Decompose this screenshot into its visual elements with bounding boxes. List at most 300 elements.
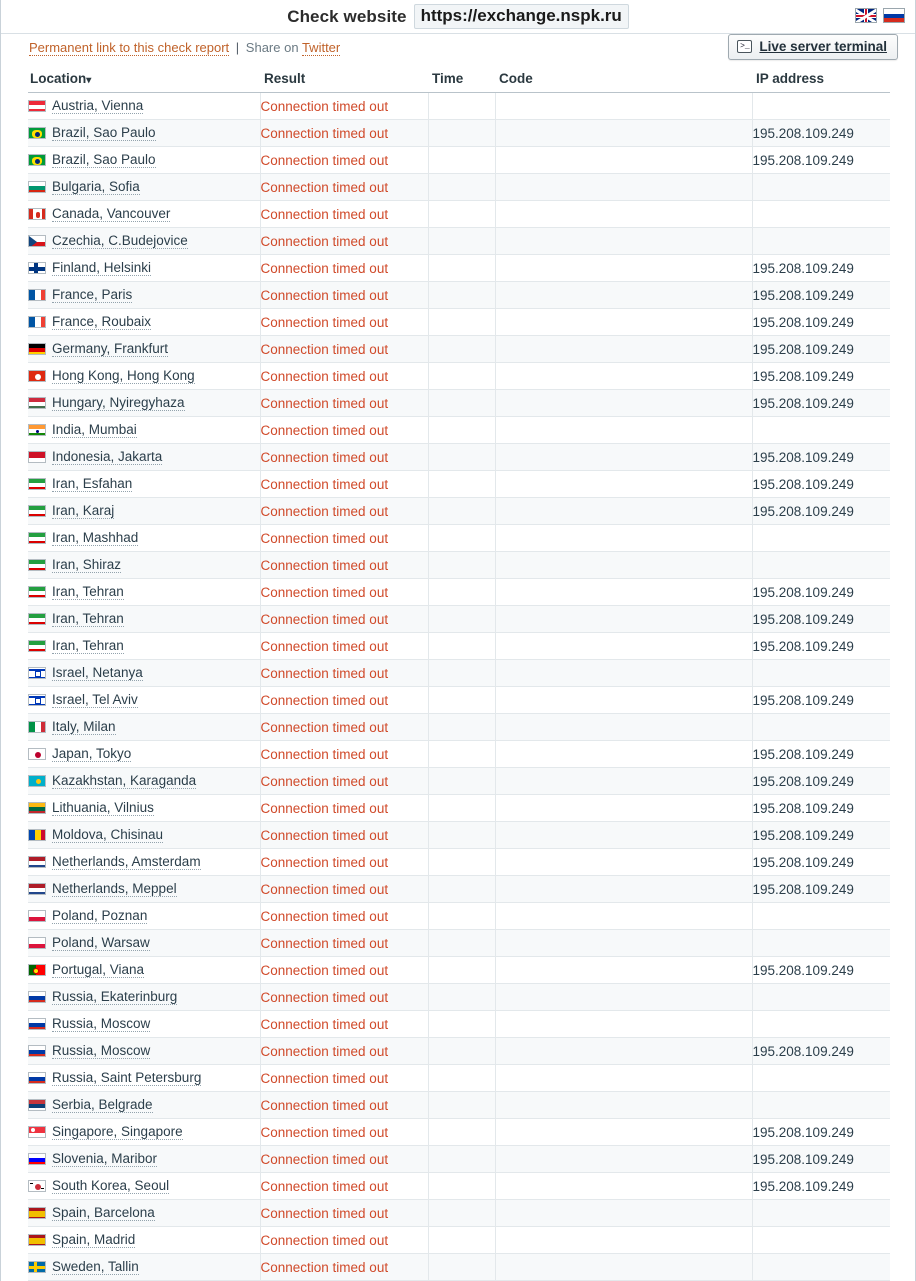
cell-time — [428, 822, 495, 849]
table-row — [28, 147, 890, 174]
location-name[interactable]: Japan, Tokyo — [52, 746, 132, 761]
location-name[interactable]: Iran, Mashhad — [52, 530, 139, 545]
table-row — [28, 93, 890, 120]
cell-ip-address: 195.208.109.249 — [752, 336, 890, 363]
cell-result: Connection timed out — [260, 282, 428, 309]
cell-code — [495, 552, 752, 579]
location-name[interactable]: Netherlands, Amsterdam — [52, 854, 201, 869]
cell-location — [28, 147, 260, 174]
cell-location — [28, 714, 260, 741]
cell-ip-address: 195.208.109.249 — [752, 795, 890, 822]
page-title: Check website — [287, 6, 407, 26]
location-name[interactable]: India, Mumbai — [52, 422, 137, 437]
location-name[interactable]: Indonesia, Jakarta — [52, 449, 163, 464]
cell-time — [428, 147, 495, 174]
cell-time — [428, 579, 495, 606]
cell-location — [28, 363, 260, 390]
cell-result: Connection timed out — [260, 768, 428, 795]
cell-time — [428, 795, 495, 822]
cell-location — [28, 1038, 260, 1065]
cell-code — [495, 795, 752, 822]
cell-time — [428, 498, 495, 525]
location-name[interactable]: Netherlands, Meppel — [52, 881, 177, 896]
cell-time — [428, 1038, 495, 1065]
results-table-head — [28, 68, 890, 93]
cell-result: Connection timed out — [260, 1011, 428, 1038]
cell-ip-address: 195.208.109.249 — [752, 606, 890, 633]
cell-time — [428, 1173, 495, 1200]
cell-time — [428, 903, 495, 930]
cell-result: Connection timed out — [260, 444, 428, 471]
cell-code — [495, 1254, 752, 1281]
cell-location — [28, 957, 260, 984]
cell-code — [495, 471, 752, 498]
iran-flag-icon — [28, 586, 46, 598]
cell-ip-address — [752, 1065, 890, 1092]
table-row — [28, 1146, 890, 1173]
table-row — [28, 525, 890, 552]
cell-code — [495, 1119, 752, 1146]
cell-result: Connection timed out — [260, 174, 428, 201]
cell-code — [495, 876, 752, 903]
cell-result: Connection timed out — [260, 147, 428, 174]
cell-location — [28, 1119, 260, 1146]
table-row — [28, 120, 890, 147]
location-name[interactable]: Iran, Shiraz — [52, 557, 122, 572]
cell-time — [428, 228, 495, 255]
cell-code — [495, 1173, 752, 1200]
cell-code — [495, 1038, 752, 1065]
cell-time — [428, 1254, 495, 1281]
live-server-terminal-label: Live server terminal — [759, 39, 887, 54]
hungary-flag-icon — [28, 397, 46, 409]
spain-flag-icon — [28, 1207, 46, 1219]
cell-result: Connection timed out — [260, 201, 428, 228]
cell-location — [28, 255, 260, 282]
location-name[interactable]: Sweden, Tallin — [52, 1259, 139, 1274]
share-label: Share on — [245, 40, 299, 55]
uk-flag-icon[interactable] — [855, 8, 877, 23]
france-flag-icon — [28, 289, 46, 301]
sort-caret-icon: ▾ — [86, 75, 92, 86]
location-name[interactable]: Russia, Saint Petersburg — [52, 1070, 202, 1085]
cell-result: Connection timed out — [260, 363, 428, 390]
singapore-flag-icon — [28, 1126, 46, 1138]
hongkong-flag-icon — [28, 370, 46, 382]
location-name[interactable]: Iran, Tehran — [52, 611, 124, 626]
cell-location — [28, 525, 260, 552]
cell-result: Connection timed out — [260, 1065, 428, 1092]
table-row — [28, 174, 890, 201]
table-row — [28, 660, 890, 687]
cell-time — [428, 660, 495, 687]
cell-ip-address: 195.208.109.249 — [752, 849, 890, 876]
table-row — [28, 336, 890, 363]
cell-ip-address: 195.208.109.249 — [752, 687, 890, 714]
cell-time — [428, 849, 495, 876]
location-name[interactable]: Finland, Helsinki — [52, 260, 152, 275]
cell-code — [495, 957, 752, 984]
column-header-code[interactable]: Code — [495, 68, 752, 93]
cell-location — [28, 1173, 260, 1200]
cell-time — [428, 309, 495, 336]
cell-location — [28, 471, 260, 498]
cell-ip-address: 195.208.109.249 — [752, 957, 890, 984]
cell-location — [28, 822, 260, 849]
cell-location — [28, 579, 260, 606]
cell-time — [428, 633, 495, 660]
cell-ip-address — [752, 174, 890, 201]
cell-ip-address: 195.208.109.249 — [752, 768, 890, 795]
cell-time — [428, 957, 495, 984]
cell-time — [428, 1011, 495, 1038]
cell-ip-address — [752, 201, 890, 228]
cell-time — [428, 174, 495, 201]
table-row — [28, 876, 890, 903]
table-row — [28, 903, 890, 930]
spain-flag-icon — [28, 1234, 46, 1246]
cell-location — [28, 930, 260, 957]
table-row — [28, 579, 890, 606]
cell-result: Connection timed out — [260, 93, 428, 120]
russia-flag-icon[interactable] — [883, 8, 905, 23]
cell-time — [428, 201, 495, 228]
cell-result: Connection timed out — [260, 984, 428, 1011]
location-name[interactable]: Czechia, C.Budejovice — [52, 233, 188, 248]
cell-time — [428, 390, 495, 417]
cell-time — [428, 282, 495, 309]
location-name[interactable]: Portugal, Viana — [52, 962, 145, 977]
cell-result: Connection timed out — [260, 795, 428, 822]
cell-result: Connection timed out — [260, 741, 428, 768]
cell-ip-address — [752, 228, 890, 255]
cell-ip-address: 195.208.109.249 — [752, 1119, 890, 1146]
location-name[interactable]: Israel, Netanya — [52, 665, 143, 680]
cell-code — [495, 579, 752, 606]
poland-flag-icon — [28, 937, 46, 949]
column-header-location-label: Location — [30, 71, 87, 86]
cell-code — [495, 201, 752, 228]
cell-time — [428, 1200, 495, 1227]
cell-location — [28, 1065, 260, 1092]
location-name[interactable]: Germany, Frankfurt — [52, 341, 169, 356]
cell-ip-address: 195.208.109.249 — [752, 579, 890, 606]
location-name[interactable]: Russia, Ekaterinburg — [52, 989, 178, 1004]
table-row — [28, 984, 890, 1011]
cell-time — [428, 120, 495, 147]
cell-result: Connection timed out — [260, 1200, 428, 1227]
report-subbar — [1, 34, 915, 64]
location-name[interactable]: Iran, Esfahan — [52, 476, 133, 491]
cell-time — [428, 1092, 495, 1119]
language-flags[interactable] — [855, 8, 905, 23]
cell-time — [428, 93, 495, 120]
cell-code — [495, 687, 752, 714]
cell-result: Connection timed out — [260, 1254, 428, 1281]
cell-location — [28, 444, 260, 471]
table-row — [28, 822, 890, 849]
location-name[interactable]: Kazakhstan, Karaganda — [52, 773, 197, 788]
cell-code — [495, 660, 752, 687]
cell-location — [28, 1227, 260, 1254]
cell-result: Connection timed out — [260, 903, 428, 930]
live-server-terminal-button[interactable] — [728, 34, 898, 60]
cell-code — [495, 93, 752, 120]
cell-location — [28, 633, 260, 660]
cell-ip-address: 195.208.109.249 — [752, 471, 890, 498]
cell-ip-address: 195.208.109.249 — [752, 120, 890, 147]
cell-time — [428, 876, 495, 903]
cell-ip-address — [752, 525, 890, 552]
table-row — [28, 1092, 890, 1119]
canada-flag-icon — [28, 208, 46, 220]
location-name[interactable]: Canada, Vancouver — [52, 206, 171, 221]
slovenia-flag-icon — [28, 1153, 46, 1165]
cell-ip-address — [752, 660, 890, 687]
cell-location — [28, 687, 260, 714]
cell-location — [28, 660, 260, 687]
italy-flag-icon — [28, 721, 46, 733]
location-name[interactable]: Spain, Barcelona — [52, 1205, 155, 1220]
cell-ip-address — [752, 417, 890, 444]
cell-ip-address — [752, 1227, 890, 1254]
table-header-row — [28, 68, 890, 93]
cell-result: Connection timed out — [260, 255, 428, 282]
table-row — [28, 1254, 890, 1281]
cell-code — [495, 849, 752, 876]
cell-code — [495, 1146, 752, 1173]
cell-code — [495, 498, 752, 525]
location-name[interactable]: Italy, Milan — [52, 719, 116, 734]
location-name[interactable]: Lithuania, Vilnius — [52, 800, 154, 815]
cell-time — [428, 714, 495, 741]
cell-location — [28, 903, 260, 930]
southkorea-flag-icon — [28, 1180, 46, 1192]
cell-location — [28, 417, 260, 444]
location-name[interactable]: Iran, Tehran — [52, 584, 124, 599]
table-row — [28, 471, 890, 498]
moldova-flag-icon — [28, 829, 46, 841]
share-twitter-link[interactable]: Twitter — [301, 40, 341, 55]
cell-result: Connection timed out — [260, 957, 428, 984]
cell-time — [428, 552, 495, 579]
cell-time — [428, 336, 495, 363]
cell-time — [428, 1227, 495, 1254]
cell-ip-address: 195.208.109.249 — [752, 633, 890, 660]
cell-ip-address: 195.208.109.249 — [752, 1038, 890, 1065]
results-table — [28, 68, 890, 1281]
cell-result: Connection timed out — [260, 498, 428, 525]
poland-flag-icon — [28, 910, 46, 922]
location-name[interactable]: France, Roubaix — [52, 314, 152, 329]
iran-flag-icon — [28, 640, 46, 652]
table-row — [28, 606, 890, 633]
brazil-flag-icon — [28, 154, 46, 166]
iran-flag-icon — [28, 478, 46, 490]
cell-location — [28, 768, 260, 795]
terminal-icon: >_ — [737, 40, 752, 53]
table-row — [28, 390, 890, 417]
table-row — [28, 1065, 890, 1092]
cell-time — [428, 444, 495, 471]
cell-result: Connection timed out — [260, 849, 428, 876]
cell-result: Connection timed out — [260, 228, 428, 255]
location-name[interactable]: France, Paris — [52, 287, 133, 302]
cell-ip-address: 195.208.109.249 — [752, 309, 890, 336]
table-row — [28, 282, 890, 309]
iran-flag-icon — [28, 505, 46, 517]
iran-flag-icon — [28, 532, 46, 544]
location-name[interactable]: Iran, Karaj — [52, 503, 115, 518]
finland-flag-icon — [28, 262, 46, 274]
table-row — [28, 741, 890, 768]
location-name[interactable]: Russia, Moscow — [52, 1016, 151, 1031]
location-name[interactable]: Poland, Warsaw — [52, 935, 150, 950]
column-header-time[interactable]: Time — [428, 68, 495, 93]
cell-code — [495, 822, 752, 849]
location-name[interactable]: Hong Kong, Hong Kong — [52, 368, 195, 383]
cell-time — [428, 930, 495, 957]
cell-code — [495, 930, 752, 957]
cell-code — [495, 1011, 752, 1038]
cell-code — [495, 363, 752, 390]
table-row — [28, 552, 890, 579]
table-row — [28, 1011, 890, 1038]
cell-code — [495, 1200, 752, 1227]
netherlands-flag-icon — [28, 856, 46, 868]
cell-code — [495, 768, 752, 795]
cell-result: Connection timed out — [260, 309, 428, 336]
cell-ip-address: 195.208.109.249 — [752, 147, 890, 174]
cell-ip-address — [752, 1200, 890, 1227]
cell-ip-address: 195.208.109.249 — [752, 363, 890, 390]
cell-location — [28, 201, 260, 228]
cell-time — [428, 471, 495, 498]
cell-time — [428, 768, 495, 795]
cell-result: Connection timed out — [260, 1119, 428, 1146]
table-row — [28, 363, 890, 390]
location-name[interactable]: Russia, Moscow — [52, 1043, 151, 1058]
israel-flag-icon — [28, 667, 46, 679]
germany-flag-icon — [28, 343, 46, 355]
location-name[interactable]: Spain, Madrid — [52, 1232, 136, 1247]
cell-ip-address — [752, 1011, 890, 1038]
cell-location — [28, 120, 260, 147]
netherlands-flag-icon — [28, 883, 46, 895]
location-name[interactable]: Austria, Vienna — [52, 98, 144, 113]
cell-result: Connection timed out — [260, 579, 428, 606]
cell-ip-address — [752, 984, 890, 1011]
kazakhstan-flag-icon — [28, 775, 46, 787]
cell-result: Connection timed out — [260, 525, 428, 552]
israel-flag-icon — [28, 694, 46, 706]
cell-code — [495, 525, 752, 552]
iran-flag-icon — [28, 613, 46, 625]
column-header-location[interactable] — [28, 68, 260, 93]
cell-ip-address: 195.208.109.249 — [752, 1146, 890, 1173]
cell-code — [495, 147, 752, 174]
cell-code — [495, 174, 752, 201]
cell-code — [495, 1227, 752, 1254]
cell-ip-address: 195.208.109.249 — [752, 498, 890, 525]
location-name[interactable]: Bulgaria, Sofia — [52, 179, 140, 194]
cell-code — [495, 255, 752, 282]
cell-ip-address: 195.208.109.249 — [752, 876, 890, 903]
brazil-flag-icon — [28, 127, 46, 139]
checked-url: https://exchange.nspk.ru — [414, 4, 629, 29]
cell-code — [495, 417, 752, 444]
table-row — [28, 687, 890, 714]
cell-location — [28, 228, 260, 255]
location-name[interactable]: Moldova, Chisinau — [52, 827, 164, 842]
cell-code — [495, 120, 752, 147]
cell-location — [28, 1254, 260, 1281]
location-name[interactable]: Slovenia, Maribor — [52, 1151, 158, 1166]
location-name[interactable]: Brazil, Sao Paulo — [52, 125, 156, 140]
cell-result: Connection timed out — [260, 1038, 428, 1065]
cell-ip-address: 195.208.109.249 — [752, 282, 890, 309]
table-row — [28, 714, 890, 741]
cell-ip-address — [752, 930, 890, 957]
location-name[interactable]: Poland, Poznan — [52, 908, 148, 923]
cell-location — [28, 93, 260, 120]
table-row — [28, 930, 890, 957]
cell-code — [495, 228, 752, 255]
cell-location — [28, 1146, 260, 1173]
location-name[interactable]: Israel, Tel Aviv — [52, 692, 138, 707]
cell-code — [495, 444, 752, 471]
cell-result: Connection timed out — [260, 930, 428, 957]
portugal-flag-icon — [28, 964, 46, 976]
column-header-ip-address[interactable]: IP address — [752, 68, 890, 93]
location-name[interactable]: South Korea, Seoul — [52, 1178, 170, 1193]
location-name[interactable]: Iran, Tehran — [52, 638, 124, 653]
table-row — [28, 255, 890, 282]
cell-time — [428, 984, 495, 1011]
cell-result: Connection timed out — [260, 1227, 428, 1254]
cell-result: Connection timed out — [260, 687, 428, 714]
cell-code — [495, 282, 752, 309]
table-row — [28, 201, 890, 228]
cell-code — [495, 984, 752, 1011]
lithuania-flag-icon — [28, 802, 46, 814]
cell-location — [28, 1092, 260, 1119]
cell-code — [495, 1065, 752, 1092]
serbia-flag-icon — [28, 1099, 46, 1111]
cell-code — [495, 741, 752, 768]
cell-location — [28, 984, 260, 1011]
subbar-separator: | — [235, 40, 240, 55]
cell-result: Connection timed out — [260, 471, 428, 498]
cell-location — [28, 498, 260, 525]
permanent-link[interactable]: Permanent link to this check report — [29, 40, 230, 55]
location-name[interactable]: Brazil, Sao Paulo — [52, 152, 156, 167]
cell-location — [28, 606, 260, 633]
cell-code — [495, 903, 752, 930]
indonesia-flag-icon — [28, 451, 46, 463]
cell-result: Connection timed out — [260, 1092, 428, 1119]
cell-result: Connection timed out — [260, 417, 428, 444]
table-row — [28, 1173, 890, 1200]
cell-result: Connection timed out — [260, 606, 428, 633]
cell-location — [28, 282, 260, 309]
table-row — [28, 1200, 890, 1227]
column-header-result[interactable]: Result — [260, 68, 428, 93]
location-name[interactable]: Serbia, Belgrade — [52, 1097, 153, 1112]
cell-result: Connection timed out — [260, 336, 428, 363]
location-name[interactable]: Hungary, Nyiregyhaza — [52, 395, 185, 410]
location-name[interactable]: Singapore, Singapore — [52, 1124, 183, 1139]
